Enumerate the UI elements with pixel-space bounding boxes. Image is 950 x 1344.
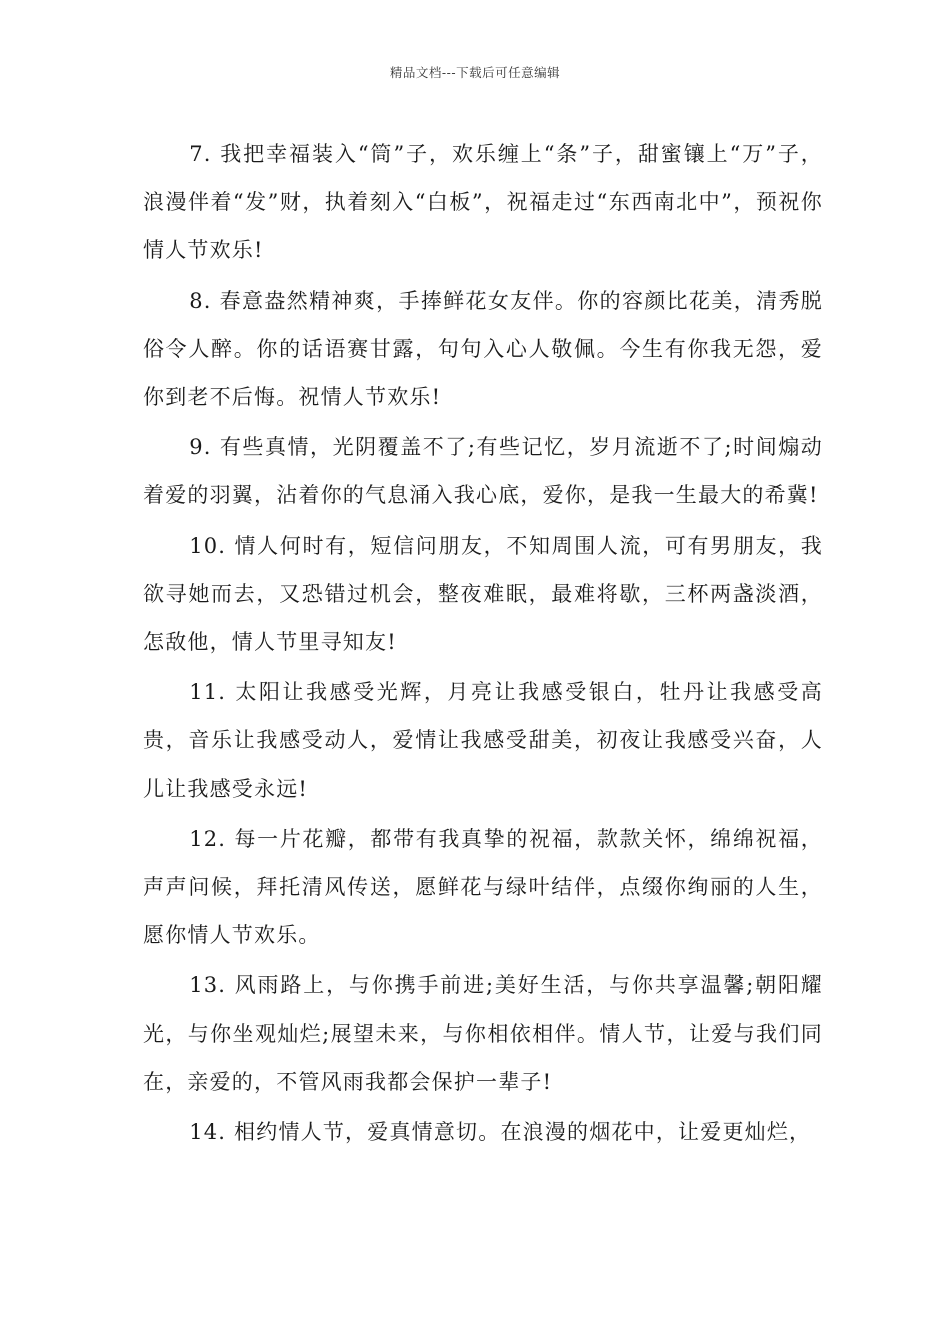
paragraph-7: 7. 我把幸福装入“筒”子，欢乐缠上“条”子，甜蜜镶上“万”子，浪漫伴着“发”财，执着刻入“白板”，祝福走过“东西南北中”，预祝你情人节欢乐! [143,142,823,263]
paragraph-13: 13. 风雨路上，与你携手前进;美好生活，与你共享温馨;朝阳耀光，与你坐观灿烂;展望未来，与你相依相伴。情人节，让爱与我们同在，亲爱的，不管风雨我都会保护一辈子! [143,973,823,1094]
paragraph-10: 10. 情人何时有，短信问朋友，不知周围人流，可有男朋友，我欲寻她而去，又恐错过机会，整夜难眠，最难将歇，三杯两盏淡酒，怎敌他，情人节里寻知友! [143,533,823,655]
page-header: 精品文档---下载后可任意编辑 [389,65,561,80]
paragraph-14: 14. 相约情人节，爱真情意切。在浪漫的烟花中，让爱更灿烂， [189,1120,812,1145]
paragraph-9: 9. 有些真情，光阴覆盖不了;有些记忆，岁月流逝不了;时间煽动着爱的羽翼，沾着你的气息涌入我心底，爱你，是我一生最大的希冀! [143,435,823,508]
paragraph-8: 8. 春意盎然精神爽，手捧鲜花女友伴。你的容颜比花美，清秀脱俗令人醉。你的话语赛甘露，句句入心人敬佩。今生有你我无怨，爱你到老不后悔。祝情人节欢乐! [143,288,823,410]
document-body [143,130,823,1158]
paragraph-12: 12. 每一片花瓣，都带有我真挚的祝福，款款关怀，绵绵祝福，声声问候，拜托清风传送，愿鲜花与绿叶结伴，点缀你绚丽的人生，愿你情人节欢乐。 [143,826,823,948]
paragraph-11: 11. 太阳让我感受光辉，月亮让我感受银白，牡丹让我感受高贵，音乐让我感受动人，爱情让我感受甜美，初夜让我感受兴奋，人儿让我感受永远! [143,680,823,801]
